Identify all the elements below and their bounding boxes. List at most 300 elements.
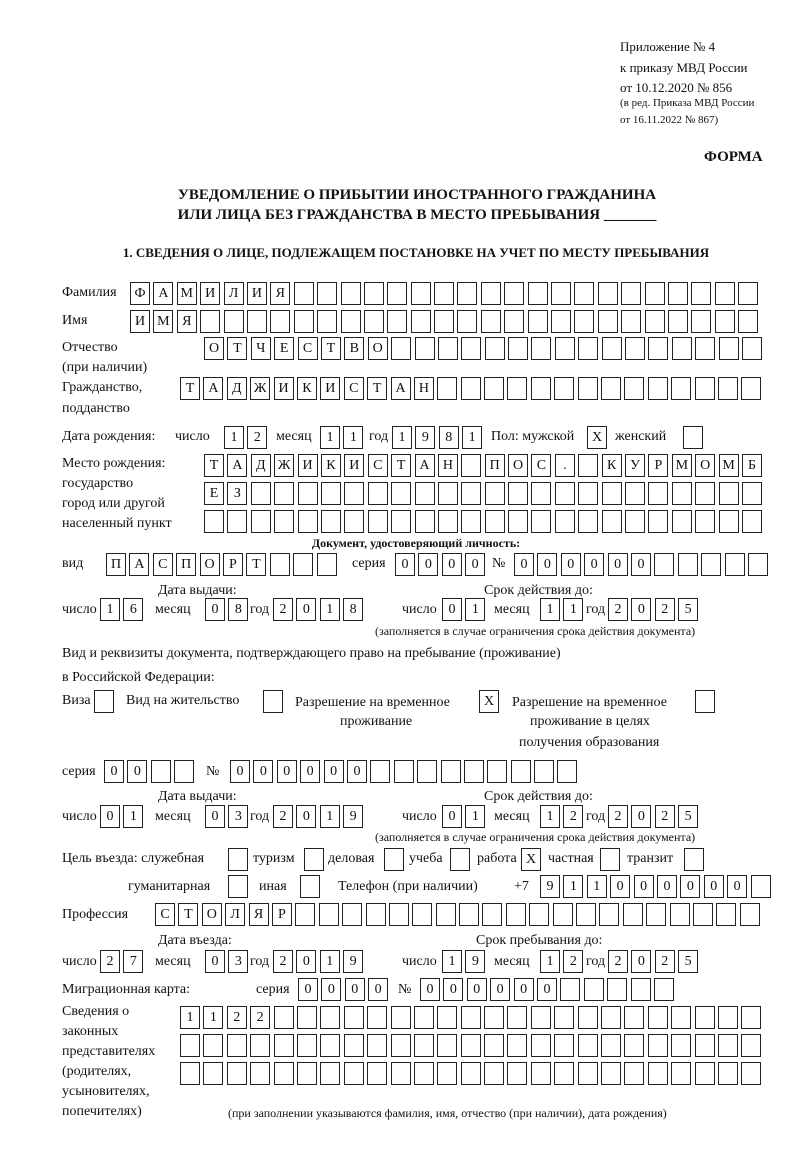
char-cell[interactable]: В	[344, 337, 364, 360]
char-cell[interactable]	[576, 903, 596, 926]
char-cell[interactable]	[718, 1006, 738, 1029]
char-cell[interactable]	[602, 482, 622, 505]
char-cell[interactable]	[648, 1062, 668, 1085]
char-cell[interactable]: М	[719, 454, 739, 477]
char-cell[interactable]: 0	[321, 978, 341, 1001]
char-cell[interactable]: 0	[277, 760, 297, 783]
char-cell[interactable]: 2	[273, 598, 293, 621]
char-cell[interactable]	[341, 310, 361, 333]
char-cell[interactable]	[554, 377, 574, 400]
char-cell[interactable]	[367, 1006, 387, 1029]
char-cell[interactable]	[297, 1006, 317, 1029]
char-cell[interactable]	[250, 1034, 270, 1057]
char-cell[interactable]	[691, 282, 711, 305]
char-cell[interactable]	[621, 310, 641, 333]
char-cell[interactable]: М	[672, 454, 692, 477]
char-cell[interactable]	[434, 310, 454, 333]
char-cell[interactable]: 2	[247, 426, 267, 449]
char-cell[interactable]	[718, 377, 738, 400]
char-cell[interactable]	[578, 482, 598, 505]
char-cell[interactable]: 2	[608, 598, 628, 621]
char-cell[interactable]: 0	[443, 978, 463, 1001]
char-cell[interactable]: 9	[540, 875, 560, 898]
char-cell[interactable]: 0	[584, 553, 604, 576]
char-cell[interactable]	[434, 282, 454, 305]
char-cell[interactable]	[411, 310, 431, 333]
char-cell[interactable]	[387, 282, 407, 305]
char-cell[interactable]: 0	[608, 553, 628, 576]
char-cell[interactable]: Т	[180, 377, 200, 400]
char-cell[interactable]	[602, 510, 622, 533]
char-cell[interactable]	[668, 310, 688, 333]
char-cell[interactable]	[511, 760, 531, 783]
char-cell[interactable]	[551, 310, 571, 333]
char-cell[interactable]: 6	[123, 598, 143, 621]
char-cell[interactable]: Б	[742, 454, 762, 477]
char-cell[interactable]: 1	[180, 1006, 200, 1029]
char-cell[interactable]	[342, 903, 362, 926]
char-cell[interactable]	[227, 1034, 247, 1057]
char-cell[interactable]: С	[368, 454, 388, 477]
char-cell[interactable]: 1	[563, 875, 583, 898]
char-cell[interactable]: Т	[204, 454, 224, 477]
char-cell[interactable]: 1	[224, 426, 244, 449]
char-cell[interactable]	[344, 482, 364, 505]
char-cell[interactable]: 1	[343, 426, 363, 449]
char-cell[interactable]	[461, 454, 481, 477]
char-cell[interactable]	[320, 1034, 340, 1057]
char-cell[interactable]	[555, 337, 575, 360]
char-cell[interactable]	[457, 310, 477, 333]
char-cell[interactable]	[599, 903, 619, 926]
char-cell[interactable]: И	[344, 454, 364, 477]
char-cell[interactable]: 0	[631, 805, 651, 828]
char-cell[interactable]	[227, 510, 247, 533]
char-cell[interactable]: Н	[438, 454, 458, 477]
char-cell[interactable]: С	[298, 337, 318, 360]
char-cell[interactable]	[719, 482, 739, 505]
char-cell[interactable]: 0	[253, 760, 273, 783]
char-cell[interactable]	[438, 337, 458, 360]
char-cell[interactable]	[741, 377, 761, 400]
char-cell[interactable]: И	[320, 377, 340, 400]
char-cell[interactable]	[671, 1034, 691, 1057]
char-cell[interactable]: 1	[462, 426, 482, 449]
char-cell[interactable]: .	[555, 454, 575, 477]
char-cell[interactable]: 1	[203, 1006, 223, 1029]
char-cell[interactable]: С	[531, 454, 551, 477]
char-cell[interactable]: 0	[205, 950, 225, 973]
char-cell[interactable]	[274, 482, 294, 505]
char-cell[interactable]	[436, 903, 456, 926]
char-cell[interactable]	[574, 282, 594, 305]
char-cell[interactable]	[461, 377, 481, 400]
char-cell[interactable]: Д	[251, 454, 271, 477]
char-cell[interactable]	[602, 337, 622, 360]
char-cell[interactable]: 1	[320, 598, 340, 621]
char-cell[interactable]	[504, 310, 524, 333]
char-cell[interactable]: Д	[227, 377, 247, 400]
char-cell[interactable]	[678, 553, 698, 576]
char-cell[interactable]	[601, 377, 621, 400]
char-cell[interactable]	[450, 848, 470, 871]
char-cell[interactable]	[438, 482, 458, 505]
char-cell[interactable]	[437, 1062, 457, 1085]
char-cell[interactable]: О	[508, 454, 528, 477]
char-cell[interactable]: 0	[561, 553, 581, 576]
char-cell[interactable]	[200, 310, 220, 333]
char-cell[interactable]	[317, 553, 337, 576]
char-cell[interactable]: 0	[104, 760, 124, 783]
char-cell[interactable]: Т	[367, 377, 387, 400]
char-cell[interactable]: 8	[228, 598, 248, 621]
char-cell[interactable]: 9	[465, 950, 485, 973]
char-cell[interactable]	[531, 1006, 551, 1029]
char-cell[interactable]: 0	[296, 805, 316, 828]
char-cell[interactable]: 2	[655, 950, 675, 973]
char-cell[interactable]	[578, 510, 598, 533]
char-cell[interactable]	[555, 510, 575, 533]
char-cell[interactable]: 0	[514, 978, 534, 1001]
char-cell[interactable]: 0	[631, 598, 651, 621]
char-cell[interactable]: Т	[246, 553, 266, 576]
char-cell[interactable]	[415, 482, 435, 505]
char-cell[interactable]: 2	[655, 598, 675, 621]
char-cell[interactable]: А	[203, 377, 223, 400]
char-cell[interactable]	[364, 310, 384, 333]
char-cell[interactable]	[691, 310, 711, 333]
char-cell[interactable]	[481, 310, 501, 333]
char-cell[interactable]: З	[227, 482, 247, 505]
char-cell[interactable]	[485, 337, 505, 360]
char-cell[interactable]: А	[153, 282, 173, 305]
char-cell[interactable]	[297, 1034, 317, 1057]
char-cell[interactable]	[624, 1006, 644, 1029]
char-cell[interactable]	[601, 1006, 621, 1029]
char-cell[interactable]	[203, 1034, 223, 1057]
char-cell[interactable]: 1	[540, 598, 560, 621]
char-cell[interactable]	[668, 282, 688, 305]
char-cell[interactable]: 0	[230, 760, 250, 783]
char-cell[interactable]	[551, 282, 571, 305]
char-cell[interactable]: 1	[320, 426, 340, 449]
char-cell[interactable]	[368, 510, 388, 533]
char-cell[interactable]: 1	[392, 426, 412, 449]
char-cell[interactable]	[742, 482, 762, 505]
char-cell[interactable]: 0	[490, 978, 510, 1001]
char-cell[interactable]	[485, 482, 505, 505]
char-cell[interactable]	[598, 310, 618, 333]
char-cell[interactable]	[461, 1062, 481, 1085]
char-cell[interactable]	[645, 310, 665, 333]
char-cell[interactable]	[484, 1062, 504, 1085]
char-cell[interactable]	[414, 1006, 434, 1029]
char-cell[interactable]	[598, 282, 618, 305]
char-cell[interactable]	[461, 1034, 481, 1057]
char-cell[interactable]	[394, 760, 414, 783]
char-cell[interactable]: 3	[228, 805, 248, 828]
char-cell[interactable]	[578, 337, 598, 360]
char-cell[interactable]: И	[274, 377, 294, 400]
char-cell[interactable]	[554, 1006, 574, 1029]
char-cell[interactable]: 0	[631, 950, 651, 973]
char-cell[interactable]	[631, 978, 651, 1001]
char-cell[interactable]	[414, 1062, 434, 1085]
char-cell[interactable]	[648, 1006, 668, 1029]
char-cell[interactable]: Я	[249, 903, 269, 926]
char-cell[interactable]: 0	[442, 805, 462, 828]
char-cell[interactable]	[738, 282, 758, 305]
char-cell[interactable]: 0	[680, 875, 700, 898]
char-cell[interactable]	[384, 848, 404, 871]
char-cell[interactable]: 1	[540, 805, 560, 828]
char-cell[interactable]: Я	[177, 310, 197, 333]
char-cell[interactable]: 0	[300, 760, 320, 783]
char-cell[interactable]	[250, 1062, 270, 1085]
char-cell[interactable]: 0	[610, 875, 630, 898]
char-cell[interactable]	[370, 760, 390, 783]
char-cell[interactable]	[695, 1006, 715, 1029]
char-cell[interactable]: Ж	[250, 377, 270, 400]
char-cell[interactable]: 0	[442, 598, 462, 621]
char-cell[interactable]	[715, 282, 735, 305]
char-cell[interactable]: О	[695, 454, 715, 477]
char-cell[interactable]	[294, 310, 314, 333]
char-cell[interactable]	[391, 482, 411, 505]
char-cell[interactable]	[600, 848, 620, 871]
char-cell[interactable]: X	[521, 848, 541, 871]
char-cell[interactable]	[648, 510, 668, 533]
char-cell[interactable]	[387, 310, 407, 333]
char-cell[interactable]	[625, 482, 645, 505]
char-cell[interactable]	[578, 1006, 598, 1029]
char-cell[interactable]	[654, 553, 674, 576]
char-cell[interactable]: К	[297, 377, 317, 400]
char-cell[interactable]	[740, 903, 760, 926]
char-cell[interactable]	[344, 1006, 364, 1029]
char-cell[interactable]: 9	[343, 950, 363, 973]
char-cell[interactable]: 1	[320, 950, 340, 973]
char-cell[interactable]: X	[587, 426, 607, 449]
char-cell[interactable]: Л	[224, 282, 244, 305]
char-cell[interactable]: 0	[634, 875, 654, 898]
char-cell[interactable]	[748, 553, 768, 576]
char-cell[interactable]	[670, 903, 690, 926]
char-cell[interactable]: 1	[442, 950, 462, 973]
char-cell[interactable]: 1	[465, 598, 485, 621]
char-cell[interactable]	[437, 1034, 457, 1057]
char-cell[interactable]	[695, 510, 715, 533]
char-cell[interactable]	[671, 1062, 691, 1085]
char-cell[interactable]	[507, 1006, 527, 1029]
char-cell[interactable]: 2	[563, 805, 583, 828]
char-cell[interactable]	[741, 1034, 761, 1057]
char-cell[interactable]	[701, 553, 721, 576]
char-cell[interactable]	[534, 760, 554, 783]
char-cell[interactable]: 0	[442, 553, 462, 576]
char-cell[interactable]: 1	[587, 875, 607, 898]
char-cell[interactable]: 0	[127, 760, 147, 783]
char-cell[interactable]: 0	[296, 950, 316, 973]
char-cell[interactable]	[621, 282, 641, 305]
char-cell[interactable]	[297, 1062, 317, 1085]
char-cell[interactable]	[437, 1006, 457, 1029]
char-cell[interactable]: 2	[273, 950, 293, 973]
char-cell[interactable]	[344, 510, 364, 533]
char-cell[interactable]	[557, 760, 577, 783]
char-cell[interactable]	[293, 553, 313, 576]
char-cell[interactable]: 5	[678, 805, 698, 828]
char-cell[interactable]	[367, 1062, 387, 1085]
char-cell[interactable]: О	[202, 903, 222, 926]
char-cell[interactable]	[274, 1006, 294, 1029]
char-cell[interactable]: 1	[100, 598, 120, 621]
char-cell[interactable]	[300, 875, 320, 898]
char-cell[interactable]: 2	[608, 805, 628, 828]
char-cell[interactable]: Ф	[130, 282, 150, 305]
char-cell[interactable]	[578, 1034, 598, 1057]
char-cell[interactable]	[560, 978, 580, 1001]
char-cell[interactable]	[504, 282, 524, 305]
char-cell[interactable]	[317, 310, 337, 333]
char-cell[interactable]	[738, 310, 758, 333]
char-cell[interactable]	[508, 510, 528, 533]
char-cell[interactable]	[274, 510, 294, 533]
char-cell[interactable]	[601, 1062, 621, 1085]
char-cell[interactable]	[319, 903, 339, 926]
char-cell[interactable]: 0	[100, 805, 120, 828]
char-cell[interactable]	[274, 1062, 294, 1085]
char-cell[interactable]	[457, 282, 477, 305]
char-cell[interactable]: О	[368, 337, 388, 360]
char-cell[interactable]	[204, 510, 224, 533]
char-cell[interactable]	[742, 510, 762, 533]
char-cell[interactable]	[584, 978, 604, 1001]
char-cell[interactable]: 0	[296, 598, 316, 621]
char-cell[interactable]	[693, 903, 713, 926]
char-cell[interactable]	[412, 903, 432, 926]
char-cell[interactable]	[531, 1062, 551, 1085]
char-cell[interactable]	[411, 282, 431, 305]
char-cell[interactable]	[320, 1006, 340, 1029]
char-cell[interactable]	[578, 454, 598, 477]
char-cell[interactable]: Е	[274, 337, 294, 360]
char-cell[interactable]: 0	[368, 978, 388, 1001]
char-cell[interactable]: 5	[678, 950, 698, 973]
char-cell[interactable]: П	[485, 454, 505, 477]
char-cell[interactable]: 2	[273, 805, 293, 828]
char-cell[interactable]: И	[247, 282, 267, 305]
char-cell[interactable]: 0	[205, 805, 225, 828]
char-cell[interactable]: 2	[100, 950, 120, 973]
char-cell[interactable]	[366, 903, 386, 926]
char-cell[interactable]	[228, 848, 248, 871]
char-cell[interactable]	[344, 1034, 364, 1057]
char-cell[interactable]: Я	[270, 282, 290, 305]
char-cell[interactable]	[648, 1034, 668, 1057]
char-cell[interactable]: 7	[123, 950, 143, 973]
char-cell[interactable]	[578, 377, 598, 400]
char-cell[interactable]	[624, 1062, 644, 1085]
char-cell[interactable]	[94, 690, 114, 713]
char-cell[interactable]	[368, 482, 388, 505]
char-cell[interactable]: 0	[347, 760, 367, 783]
char-cell[interactable]	[741, 1062, 761, 1085]
char-cell[interactable]	[625, 337, 645, 360]
char-cell[interactable]	[671, 377, 691, 400]
char-cell[interactable]	[672, 510, 692, 533]
char-cell[interactable]	[695, 690, 715, 713]
char-cell[interactable]	[461, 482, 481, 505]
char-cell[interactable]	[391, 1006, 411, 1029]
char-cell[interactable]	[274, 1034, 294, 1057]
char-cell[interactable]	[645, 282, 665, 305]
char-cell[interactable]	[718, 1034, 738, 1057]
char-cell[interactable]	[459, 903, 479, 926]
char-cell[interactable]: 0	[727, 875, 747, 898]
char-cell[interactable]	[294, 282, 314, 305]
char-cell[interactable]	[484, 377, 504, 400]
char-cell[interactable]: Р	[272, 903, 292, 926]
char-cell[interactable]	[482, 903, 502, 926]
char-cell[interactable]: 0	[205, 598, 225, 621]
char-cell[interactable]	[648, 337, 668, 360]
char-cell[interactable]	[417, 760, 437, 783]
char-cell[interactable]	[180, 1034, 200, 1057]
char-cell[interactable]: 1	[465, 805, 485, 828]
char-cell[interactable]	[528, 282, 548, 305]
char-cell[interactable]	[437, 377, 457, 400]
char-cell[interactable]	[742, 337, 762, 360]
char-cell[interactable]	[529, 903, 549, 926]
char-cell[interactable]	[263, 690, 283, 713]
char-cell[interactable]: П	[176, 553, 196, 576]
char-cell[interactable]: 3	[228, 950, 248, 973]
char-cell[interactable]: Т	[178, 903, 198, 926]
char-cell[interactable]: 0	[467, 978, 487, 1001]
char-cell[interactable]	[683, 426, 703, 449]
char-cell[interactable]: Ж	[274, 454, 294, 477]
char-cell[interactable]: А	[227, 454, 247, 477]
char-cell[interactable]	[364, 282, 384, 305]
char-cell[interactable]	[741, 1006, 761, 1029]
char-cell[interactable]	[751, 875, 771, 898]
char-cell[interactable]: 2	[563, 950, 583, 973]
char-cell[interactable]	[295, 903, 315, 926]
char-cell[interactable]: 0	[395, 553, 415, 576]
char-cell[interactable]	[203, 1062, 223, 1085]
char-cell[interactable]: 0	[631, 553, 651, 576]
char-cell[interactable]	[391, 1034, 411, 1057]
char-cell[interactable]	[695, 377, 715, 400]
char-cell[interactable]	[718, 1062, 738, 1085]
char-cell[interactable]: Н	[414, 377, 434, 400]
char-cell[interactable]	[531, 337, 551, 360]
char-cell[interactable]: Т	[321, 337, 341, 360]
char-cell[interactable]	[247, 310, 267, 333]
char-cell[interactable]	[461, 1006, 481, 1029]
char-cell[interactable]	[531, 377, 551, 400]
char-cell[interactable]: К	[321, 454, 341, 477]
char-cell[interactable]	[554, 1034, 574, 1057]
char-cell[interactable]: 0	[345, 978, 365, 1001]
char-cell[interactable]	[654, 978, 674, 1001]
char-cell[interactable]	[438, 510, 458, 533]
char-cell[interactable]	[317, 282, 337, 305]
char-cell[interactable]	[578, 1062, 598, 1085]
char-cell[interactable]	[485, 510, 505, 533]
char-cell[interactable]: 0	[514, 553, 534, 576]
